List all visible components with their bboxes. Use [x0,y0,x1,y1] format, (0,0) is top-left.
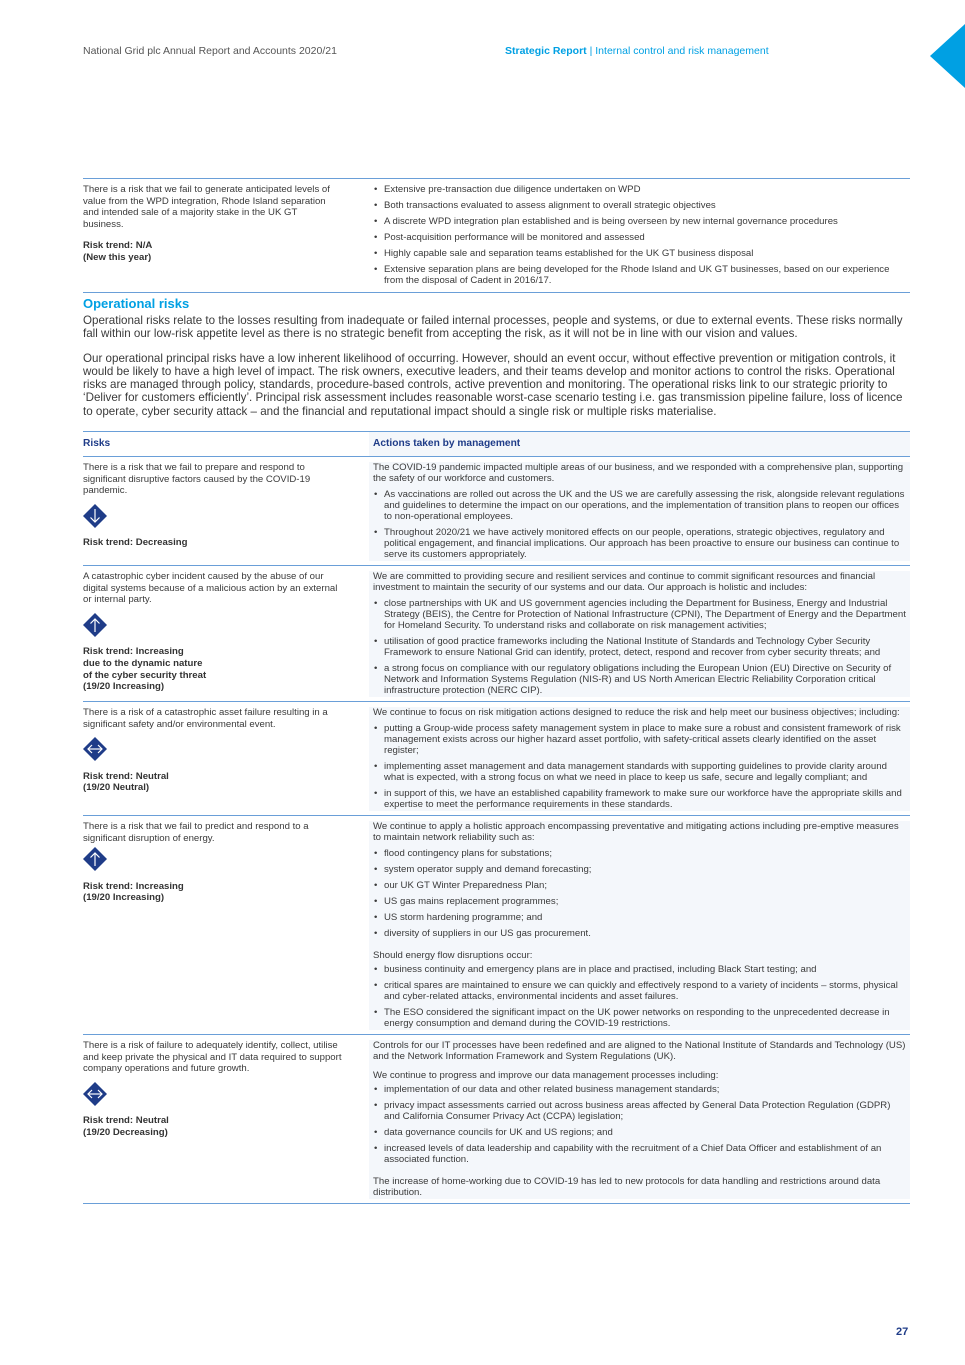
risk-trend-line: (New this year) [83,251,152,263]
actions-cell [369,571,910,697]
report-title: National Grid plc Annual Report and Accounts 2020/21 [83,45,337,57]
risk-trend-line: Risk trend: Decreasing [83,537,188,549]
actions-intro: We continue to progress and improve our data management processes including: [373,1070,719,1082]
corner-tab-icon [930,24,965,88]
risk-cell [83,821,369,1030]
list-item: • implementation of our data and other related business management standards; [373,1084,906,1095]
list-item: • implementing asset management and data management standards with supporting guidelines to provide clarity around what is expected, with a strong focus on what we need in place to keep us safe, secure and legally compliant; and [373,761,906,783]
actions-intro: The COVID-19 pandemic impacted multiple areas of our business, and we responded with a comprehensive plan, supporting the safety of our workforce and customers. [373,462,904,485]
risk-trend-line: Risk trend: N/A [83,240,153,252]
subsection-name: Internal control and risk management [595,45,769,57]
list-item: • The ESO considered the significant impact on the UK power networks on responding to the unprecedented decrease in energy consumption and demand during the COVID-19 restrictions. [373,1007,906,1029]
list-item: • US storm hardening programme; and [373,912,906,923]
risk-trend [83,881,369,904]
risk-trend-line: (19/20 Neutral) [83,782,150,794]
risk-trend-line: Risk trend: Increasing [83,880,184,892]
arrow-both-icon [83,1082,107,1106]
actions-intro: Controls for our IT processes have been redefined and are aligned to the National Institute of Standards and Technology (US) and the Network Information Framework and System Regulations (UK). [373,1040,906,1063]
list-item: • increased levels of data leadership and capability with the recruitment of a Chief Data Officer and establishment of an associated function. [373,1143,906,1165]
table-row [83,815,910,1034]
list-item: • diversity of suppliers in our US gas procurement. [373,928,906,939]
risk-trend [83,646,369,692]
actions-cell [369,462,910,561]
risk-trend [83,771,369,794]
risk-trend [83,240,369,263]
list-item: • Both transactions evaluated to assess alignment to overall strategic objectives [373,200,906,211]
risk-trend-line: (19/20 Decreasing) [83,1127,168,1139]
arrow-down-icon [83,504,107,528]
list-item: • our UK GT Winter Preparedness Plan; [373,880,906,891]
actions-outro: The increase of home-working due to COVID-19 has led to new protocols for data handling and restrictions around data distribution. [373,1176,881,1199]
risk-cell [83,462,369,561]
risk-trend [83,537,369,549]
actions-cell [369,821,910,1030]
list-item: • Post-acquisition performance will be monitored and assessed [373,232,906,243]
section-name: Strategic Report [505,45,587,57]
arrow-up-icon [83,613,107,637]
list-item: • A discrete WPD integration plan established and is being overseen by new internal governance procedures [373,216,906,227]
page-number: 27 [896,1326,909,1338]
main-content [83,178,910,1204]
arrow-up-icon [83,847,107,871]
list-item: • close partnerships with UK and US government agencies including the Department for Business, Energy and Industrial Strategy (BEIS), the Centre for Protection of National Infrastructure (CPNI), The Department of Energy and the Department for Homeland Security. To understand risks and collaborate on risk management activities; [373,598,906,631]
risk-cell [83,1040,369,1199]
actions-cell [369,1040,910,1199]
actions-list [373,848,906,939]
list-item: • privacy impact assessments carried out across business areas affected by General Data Protection Regulation (GDPR) and California Consumer Privacy Act (CCPA) legislation; [373,1100,906,1122]
risk-text: There is a risk that we fail to generate anticipated levels of value from the WPD integration, Rhode Island separation and intended sale of a majority stake in the UK GT business. [83,184,330,230]
table-row [83,178,910,292]
risk-text: There is a risk that we fail to prepare and respond to significant disruptive factors caused by the COVID-19 pandemic. [83,462,311,497]
risk-trend-line: Risk trend: Increasing [83,646,184,658]
column-header-risks: Risks [83,438,111,450]
risk-trend-line: of the cyber security threat [83,669,207,681]
list-item: • system operator supply and demand forecasting; [373,864,906,875]
actions-list [373,964,906,1029]
breadcrumb-separator: | [589,45,593,57]
section-breadcrumb [505,45,769,57]
actions-cell [369,707,910,811]
list-item: • business continuity and emergency plans are in place and practised, including Black Start testing; and [373,964,906,975]
risk-text: There is a risk that we fail to predict and respond to a significant disruption of energy. [83,821,309,844]
list-item: • As vaccinations are rolled out across the UK and the US we are carefully assessing the risk, alongside relevant regulations and guidelines to determine the impact on our operations, and the implementation of transition plans to reopen our offices to non-operational employees. [373,489,906,522]
list-item: • putting a Group-wide process safety management system in place to make sure a robust and consistent framework of risk management exists across our higher hazard asset portfolio, with safety-critical assets clearly identified on the asset register; [373,723,906,756]
section-heading: Operational risks [83,296,190,311]
risk-trend-line: Risk trend: Neutral [83,770,169,782]
table-row [83,565,910,701]
risk-cell [83,707,369,811]
actions-intro: We continue to focus on risk mitigation actions designed to reduce the risk and help meet our business objectives; including: [373,707,900,719]
risk-trend-line: Risk trend: Neutral [83,1115,169,1127]
actions-list [373,598,906,696]
actions-cell [369,184,910,288]
risk-text: There is a risk of failure to adequately identify, collect, utilise and keep private the physical and IT data required to support company operations and future growth. [83,1040,342,1075]
list-item: • in support of this, we have an established capability framework to make sure our workforce have the appropriate skills and expertise to meet the performance requirements in these standards. [373,788,906,810]
column-header-actions: Actions taken by management [369,432,910,456]
list-item: • US gas mains replacement programmes; [373,896,906,907]
table-row [83,456,910,565]
body-paragraph: Our operational principal risks have a low inherent likelihood of occurring. However, should an event occur, without effective prevention or mitigation controls, it would be likely to have a high level of impact. The risk owners, executive leaders, and their teams develop and monitor actions to control the risks. Operational risks are managed through policy, standards, procedure-based controls, active prevention and monitoring. The operational risks link to our strategic priority to ‘Deliver for customers efficiently’. Principal risk assessment includes reasonable worst-case scenario testing i.e. gas transmission pipeline failure, loss of licence to operate, cyber security attack – and the financial and reputational impact should a single risk or multiple risks materialise. [83,351,903,418]
risk-cell [83,184,369,288]
list-item: • Highly capable sale and separation teams established for the UK GT business disposal [373,248,906,259]
risk-trend [83,1115,369,1138]
actions-list [373,723,906,810]
risk-trend-line: (19/20 Increasing) [83,892,165,904]
list-item: • utilisation of good practice frameworks including the National Institute of Standards and Technology Cyber Security Framework to ensure National Grid can identify, protect, detect, respond and recover from cyber security threats; and [373,636,906,658]
list-item: • Extensive pre-transaction due diligence undertaken on WPD [373,184,906,195]
list-item: • Throughout 2020/21 we have actively monitored effects on our people, operations, strategic objectives, regulatory and political engagement, and financial implications. Our approach has been proactive to ensure our business can continue to serve its customers appropriately. [373,527,906,560]
risk-text: A catastrophic cyber incident caused by the abuse of our digital systems because of a malicious action by an external or internal party. [83,571,338,606]
list-item: • a strong focus on compliance with our regulatory obligations including the European Union (EU) Directive on Security of Network and Information Systems Regulation (NIS-R) and US North American Electric Reliability Corporation critical infrastructure protection (NERC CIP). [373,663,906,696]
actions-list [373,184,906,286]
table-header [83,431,910,456]
risk-cell [83,571,369,697]
list-item: • flood contingency plans for substations; [373,848,906,859]
arrow-both-icon [83,737,107,761]
list-item: • Extensive separation plans are being developed for the Rhode Island and UK GT businesses, based on our experience from the disposal of Cadent in 2016/17. [373,264,906,286]
risk-trend-line: due to the dynamic nature [83,658,203,670]
risk-text: There is a risk of a catastrophic asset failure resulting in a significant safety and/or environmental event. [83,707,328,730]
list-item: • data governance councils for UK and US regions; and [373,1127,906,1138]
body-paragraph: Operational risks relate to the losses resulting from inadequate or failed internal processes, people and systems, or due to external events. These risks normally fall within our low-risk appetite level as there is no strategic benefit from accepting the risk, as it will not be in line with our vision and values. [83,314,903,341]
actions-intro: We are committed to providing secure and resilient services and continue to commit significant resources and financial investment to maintain the security of our systems and our data. Our approach is holistic and includes: [373,571,876,594]
list-item: • critical spares are maintained to ensure we can quickly and effectively respond to a variety of incidents – storms, physical and cyber-related attacks, environmental incidents and asset failures. [373,980,906,1002]
actions-intro: Should energy flow disruptions occur: [373,950,533,962]
actions-intro: We continue to apply a holistic approach encompassing preventative and mitigating actions including pre-emptive measures to maintain network reliability such as: [373,821,899,844]
table-row [83,701,910,815]
table-row [83,1034,910,1204]
actions-list [373,1084,906,1165]
risk-trend-line: (19/20 Increasing) [83,681,165,693]
actions-list [373,489,906,560]
